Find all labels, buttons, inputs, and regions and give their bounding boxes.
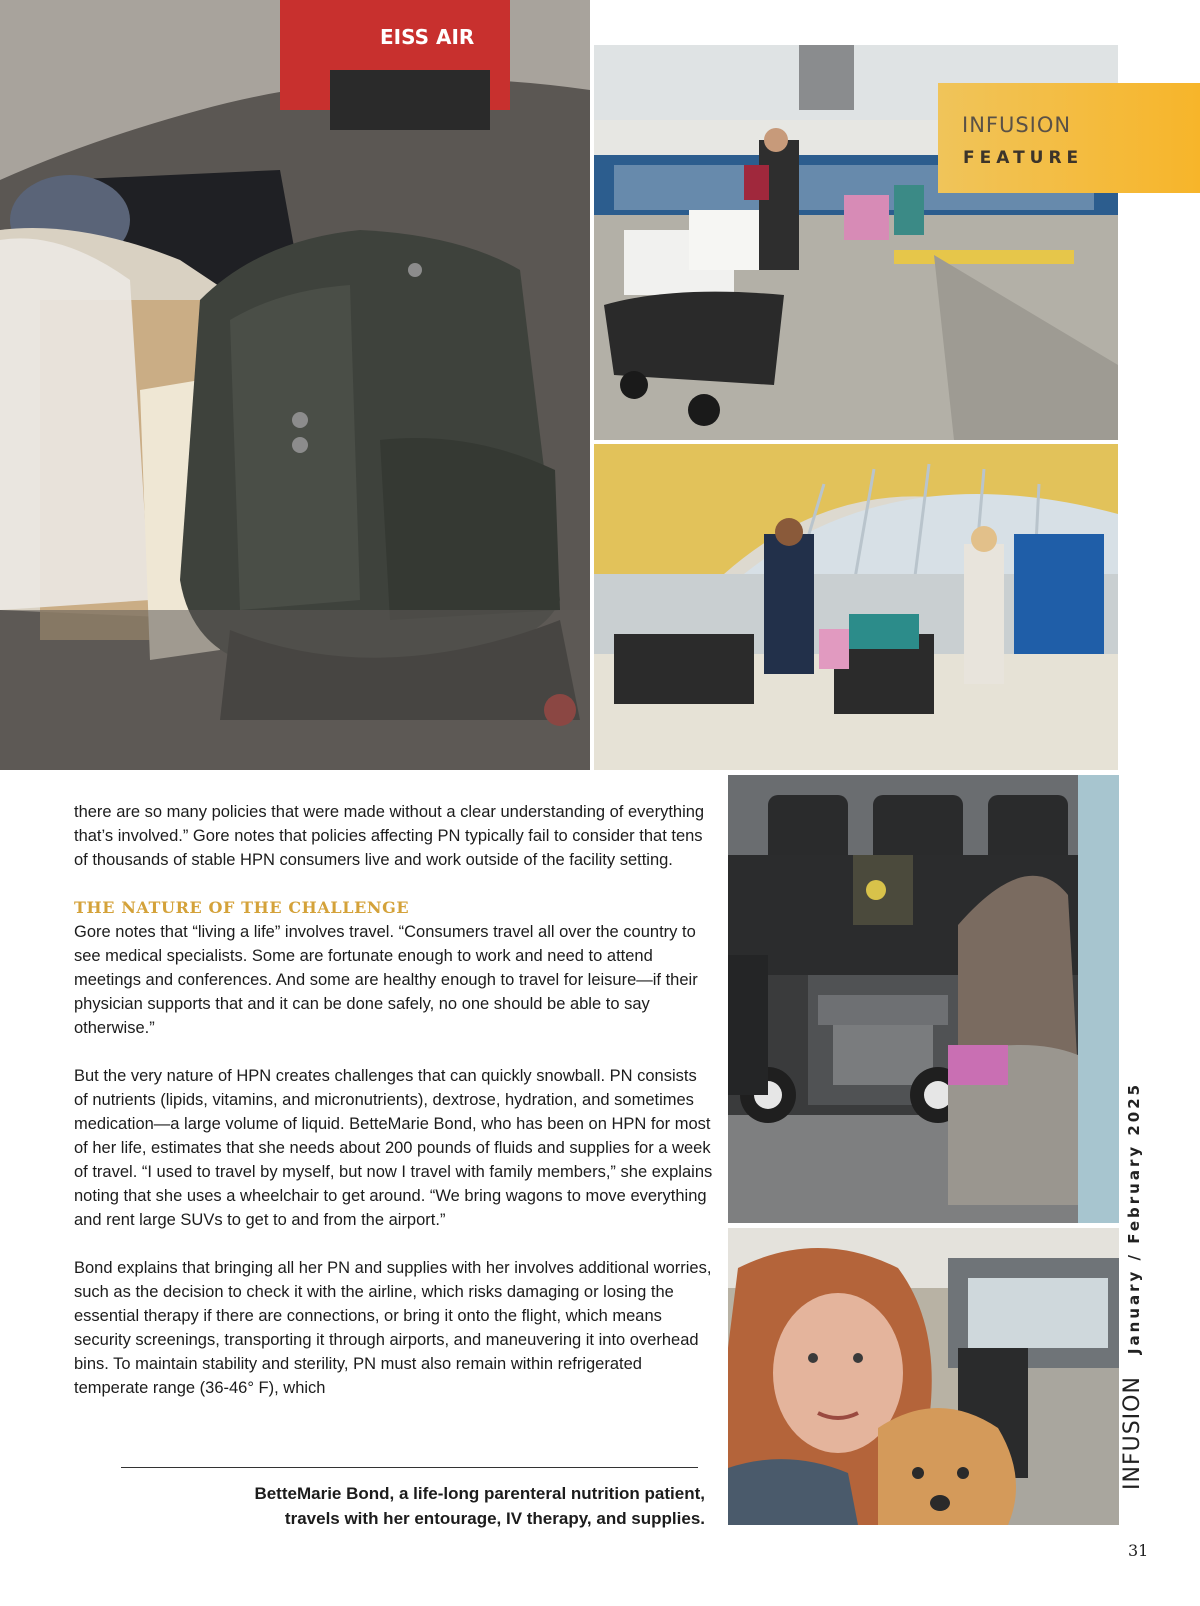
- running-head-issue: January / February 2025: [1125, 1081, 1143, 1355]
- feature-tab: [938, 83, 1200, 193]
- section-heading: THE NATURE OF THE CHALLENGE: [74, 898, 410, 917]
- article-paragraph-2: Gore notes that “living a life” involves travel. “Consumers travel all over the country to see medical specialists. Some are fortunate enough to work and need to attend meetings and conferences. And some are healthy enough to travel for leisure—if their physician supports that and it can be done safely, no one should be able to say otherwise.”: [74, 923, 698, 1037]
- airline-sign: EISS AIR: [380, 25, 475, 49]
- caption-rule: [121, 1467, 698, 1468]
- feature-tab-brand: INFUSION: [962, 113, 1072, 137]
- caption-line-2: travels with her entourage, IV therapy, and supplies.: [284, 1509, 705, 1528]
- running-head: [1120, 1082, 1145, 1490]
- article-paragraph-3: But the very nature of HPN creates challenges that can quickly snowball. PN consists of nutrients (lipids, vitamins, and micronutrients), dextrose, hydration, and sometimes medication—a large volume of liquid. BetteMarie Bond, who has been on HPN for most of her life, estimates that she needs about 200 pounds of fluids and supplies for a week of travel. “I used to travel by myself, but now I travel with family members,” she explains noting that she uses a wheelchair to get around. “We bring wagons to move everything and rent large SUVs to get to and from the airport.”: [74, 1067, 713, 1229]
- article-paragraph-4: Bond explains that bringing all her PN and supplies with her involves additional worries, such as the decision to check it with the airline, which risks damaging or losing the essential therapy if there are connections, or bring it onto the flight, which means security screenings, transporting it through airports, and maneuvering it into overhead bins. To maintain stability and sterility, PN must also remain within refrigerated temperate range (36-46° F), which: [74, 1259, 712, 1397]
- photo-selfie-with-dog: [728, 1228, 1119, 1525]
- feature-tab-label: FEATURE: [963, 148, 1084, 168]
- caption-line-1: BetteMarie Bond, a life-long parenteral nutrition patient,: [254, 1484, 705, 1503]
- article-paragraph-1: there are so many policies that were made without a clear understanding of everything that’s involved.” Gore notes that policies affecting PN typically fail to consider that tens of thousands of stable HPN consumers live and work outside of the facility setting.: [74, 803, 705, 869]
- photo-wheelchair-in-van: [728, 775, 1119, 1223]
- page-number: 31: [1128, 1541, 1149, 1560]
- photo-checkin-area: [594, 444, 1118, 770]
- article-body: [74, 800, 714, 1424]
- running-head-magazine: INFUSION: [1120, 1376, 1145, 1490]
- photo-caption: [121, 1481, 705, 1531]
- photo-backpack-in-car: [0, 0, 590, 770]
